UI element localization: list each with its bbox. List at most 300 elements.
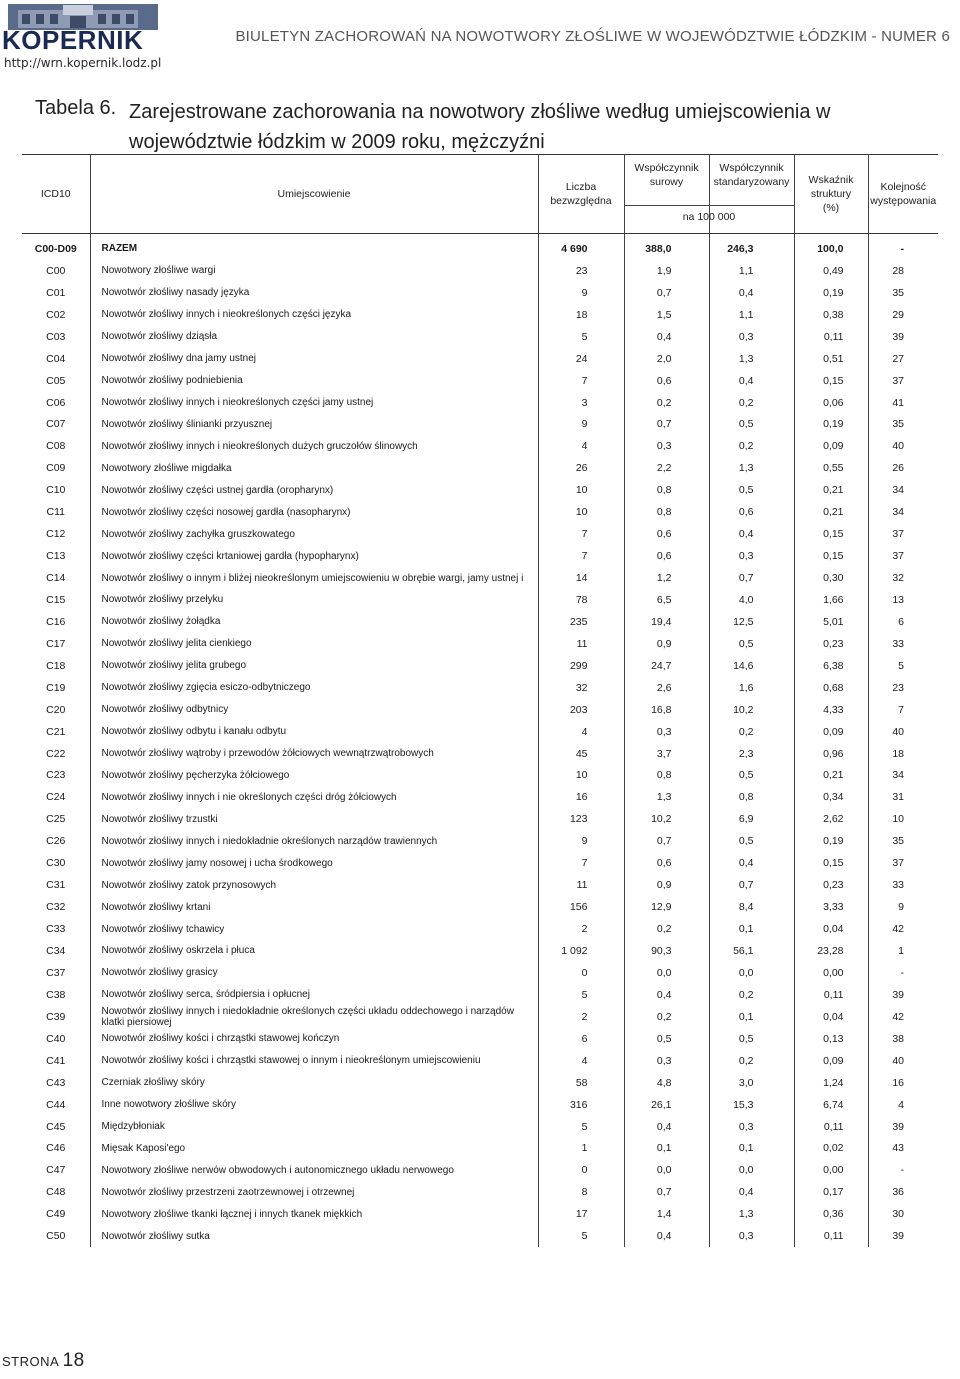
share-cell: 0,09	[794, 435, 868, 457]
rank-cell: 1	[868, 940, 938, 962]
rank-cell: 34	[868, 479, 938, 501]
std-rate-cell: 15,3	[709, 1094, 794, 1116]
table-row	[22, 567, 938, 589]
header-std-rate: Współczynnik standaryzowany	[709, 155, 794, 234]
rank-cell: 37	[868, 545, 938, 567]
rank-cell: 9	[868, 896, 938, 918]
site-name-cell: Nowotwór złośliwy innych i nieokreślonych części jamy ustnej	[90, 392, 538, 414]
site-name-cell: Nowotwory złośliwe nerwów obwodowych i autonomicznego układu nerwowego	[90, 1159, 538, 1181]
icd-code-cell: C15	[46, 593, 66, 606]
share-cell: 0,15	[794, 370, 868, 392]
crude-rate-cell: 16,8	[624, 699, 709, 721]
table-row	[22, 874, 938, 896]
site-name-cell: Nowotwór złośliwy nasady języka	[90, 282, 538, 304]
header-share: Wskaźnik struktury (%)	[794, 155, 868, 234]
table-row	[22, 1159, 938, 1181]
icd-code-cell: C00-D09	[34, 242, 77, 255]
share-cell: 0,09	[794, 721, 868, 743]
bulletin-title: BIULETYN ZACHOROWAŃ NA NOWOTWORY ZŁOŚLIWE W WOJEWÓDZTWIE ŁÓDZKIM - NUMER 6	[235, 28, 950, 45]
table-row	[22, 1094, 938, 1116]
rank-cell: 35	[868, 282, 938, 304]
std-rate-cell: 3,0	[709, 1072, 794, 1094]
crude-rate-cell: 0,7	[624, 414, 709, 436]
crude-rate-cell: 0,8	[624, 479, 709, 501]
icd-code-cell: C43	[46, 1076, 66, 1089]
rank-cell: 33	[868, 874, 938, 896]
crude-rate-cell: 0,2	[624, 1006, 709, 1028]
crude-rate-cell: 1,5	[624, 304, 709, 326]
table-row	[22, 282, 938, 304]
share-cell: 23,28	[794, 940, 868, 962]
icd-code-cell: C10	[46, 484, 66, 497]
rank-cell: 23	[868, 677, 938, 699]
crude-rate-cell: 24,7	[624, 655, 709, 677]
table-row	[22, 348, 938, 370]
count-cell: 4	[538, 1050, 624, 1072]
std-rate-cell: 0,5	[709, 479, 794, 501]
icd-code-cell: C23	[46, 769, 66, 782]
icd-code-cell: C41	[46, 1054, 66, 1067]
icd-code-cell: C49	[46, 1208, 66, 1221]
count-cell: 4	[538, 435, 624, 457]
std-rate-cell: 6,9	[709, 808, 794, 830]
rank-cell: 35	[868, 414, 938, 436]
table-row	[22, 1028, 938, 1050]
std-rate-cell: 0,0	[709, 962, 794, 984]
count-cell: 10	[538, 479, 624, 501]
crude-rate-cell: 19,4	[624, 611, 709, 633]
site-name-cell: Międzybłoniak	[90, 1116, 538, 1138]
std-rate-cell: 0,5	[709, 1028, 794, 1050]
crude-rate-cell: 0,5	[624, 1028, 709, 1050]
icd-code-cell: C33	[46, 923, 66, 936]
site-name-cell: Nowotwór złośliwy jelita grubego	[90, 655, 538, 677]
site-name-cell: Nowotwory złośliwe tkanki łącznej i innych tkanek miękkich	[90, 1203, 538, 1225]
count-cell: 5	[538, 984, 624, 1006]
icd-code-cell: C37	[46, 966, 66, 979]
crude-rate-cell: 0,7	[624, 1181, 709, 1203]
share-cell: 3,33	[794, 896, 868, 918]
header-per-100000: na 100 000	[682, 211, 736, 223]
crude-rate-cell: 0,4	[624, 326, 709, 348]
site-name-cell: Nowotwory złośliwe migdałka	[90, 457, 538, 479]
table-total-row	[22, 234, 938, 260]
table-row	[22, 611, 938, 633]
share-cell: 0,09	[794, 1050, 868, 1072]
share-cell: 0,96	[794, 743, 868, 765]
icd-code-cell: C13	[46, 550, 66, 563]
site-name-cell: Nowotwór złośliwy części nosowej gardła (nasopharynx)	[90, 501, 538, 523]
logo-url-link[interactable]: http://wrn.kopernik.lodz.pl	[4, 56, 162, 70]
share-cell: 0,55	[794, 457, 868, 479]
table-row	[22, 721, 938, 743]
count-cell: 11	[538, 633, 624, 655]
count-cell: 3	[538, 392, 624, 414]
crude-rate-cell: 1,9	[624, 260, 709, 282]
site-name-cell: Czerniak złośliwy skóry	[90, 1072, 538, 1094]
std-rate-cell: 0,2	[709, 721, 794, 743]
site-name-cell: RAZEM	[90, 234, 538, 260]
icd-code-cell: C21	[46, 725, 66, 738]
crude-rate-cell: 0,4	[624, 984, 709, 1006]
icd-code-cell: C17	[46, 637, 66, 650]
count-cell: 58	[538, 1072, 624, 1094]
share-cell: 0,11	[794, 1116, 868, 1138]
icd-code-cell: C26	[46, 835, 66, 848]
count-cell: 9	[538, 282, 624, 304]
icd-code-cell: C45	[46, 1120, 66, 1133]
std-rate-cell: 0,4	[709, 282, 794, 304]
icd-code-cell: C25	[46, 813, 66, 826]
std-rate-cell: 0,6	[709, 501, 794, 523]
site-name-cell: Nowotwór złośliwy odbytnicy	[90, 699, 538, 721]
icd-code-cell: C08	[46, 440, 66, 453]
share-cell: 0,23	[794, 874, 868, 896]
std-rate-cell: 0,5	[709, 633, 794, 655]
std-rate-cell: 0,8	[709, 786, 794, 808]
crude-rate-cell: 0,2	[624, 918, 709, 940]
count-cell: 0	[538, 962, 624, 984]
crude-rate-cell: 0,4	[624, 1116, 709, 1138]
icd-code-cell: C39	[46, 1010, 66, 1023]
icd-code-cell: C04	[46, 352, 66, 365]
icd-code-cell: C40	[46, 1032, 66, 1045]
share-cell: 6,74	[794, 1094, 868, 1116]
share-cell: 0,02	[794, 1138, 868, 1160]
std-rate-cell: 1,3	[709, 1203, 794, 1225]
icd-code-cell: C02	[46, 308, 66, 321]
rank-cell: 40	[868, 721, 938, 743]
share-cell: 0,15	[794, 523, 868, 545]
crude-rate-cell: 0,6	[624, 523, 709, 545]
crude-rate-cell: 0,3	[624, 721, 709, 743]
icd-code-cell: C11	[46, 506, 65, 519]
icd-code-cell: C01	[46, 286, 66, 299]
rank-cell: 40	[868, 435, 938, 457]
table-row	[22, 896, 938, 918]
incidence-table	[22, 154, 938, 1247]
kopernik-logo	[0, 0, 168, 72]
share-cell: 0,06	[794, 392, 868, 414]
icd-code-cell: C19	[46, 681, 66, 694]
rank-cell: 33	[868, 633, 938, 655]
count-cell: 156	[538, 896, 624, 918]
count-cell: 2	[538, 918, 624, 940]
rank-cell: 40	[868, 1050, 938, 1072]
share-cell: 0,17	[794, 1181, 868, 1203]
table-title: Zarejestrowane zachorowania na nowotwory złośliwe według umiejscowienia w województwie łódzkim w 2009 roku, mężczyźni	[129, 101, 831, 153]
site-name-cell: Inne nowotwory złośliwe skóry	[90, 1094, 538, 1116]
table-row	[22, 940, 938, 962]
share-cell: 0,15	[794, 545, 868, 567]
header-icd: ICD10	[22, 155, 90, 234]
crude-rate-cell: 0,8	[624, 501, 709, 523]
table-row	[22, 457, 938, 479]
site-name-cell: Nowotwór złośliwy odbytu i kanału odbytu	[90, 721, 538, 743]
table-number: Tabela 6.	[35, 97, 117, 119]
crude-rate-cell: 10,2	[624, 808, 709, 830]
crude-rate-cell: 26,1	[624, 1094, 709, 1116]
std-rate-cell: 0,5	[709, 830, 794, 852]
std-rate-cell: 0,2	[709, 392, 794, 414]
site-name-cell: Nowotwór złośliwy innych i niedokładnie określonych części układu oddechowego i narządów klatki piersiowej	[90, 1006, 538, 1028]
count-cell: 18	[538, 304, 624, 326]
table-row	[22, 633, 938, 655]
share-cell: 0,34	[794, 786, 868, 808]
icd-code-cell: C46	[46, 1142, 66, 1155]
crude-rate-cell: 2,0	[624, 348, 709, 370]
rank-cell: 18	[868, 743, 938, 765]
site-name-cell: Mięsak Kaposi'ego	[90, 1138, 538, 1160]
site-name-cell: Nowotwór złośliwy o innym i bliżej nieokreślonym umiejscowieniu w obrębie wargi, jamy ustnej i	[90, 567, 538, 589]
crude-rate-cell: 0,0	[624, 1159, 709, 1181]
rank-cell: 5	[868, 655, 938, 677]
std-rate-cell: 4,0	[709, 589, 794, 611]
table-row	[22, 523, 938, 545]
count-cell: 78	[538, 589, 624, 611]
site-name-cell: Nowotwór złośliwy części krtaniowej gardła (hypopharynx)	[90, 545, 538, 567]
site-name-cell: Nowotwór złośliwy części ustnej gardła (oropharynx)	[90, 479, 538, 501]
rank-cell: 39	[868, 1116, 938, 1138]
count-cell: 7	[538, 545, 624, 567]
rank-cell: 39	[868, 984, 938, 1006]
rank-cell: 36	[868, 1181, 938, 1203]
rank-cell: 6	[868, 611, 938, 633]
icd-code-cell: C16	[46, 615, 66, 628]
count-cell: 26	[538, 457, 624, 479]
share-cell: 4,33	[794, 699, 868, 721]
table-row	[22, 304, 938, 326]
std-rate-cell: 56,1	[709, 940, 794, 962]
share-cell: 0,21	[794, 479, 868, 501]
count-cell: 45	[538, 743, 624, 765]
std-rate-cell: 0,4	[709, 523, 794, 545]
icd-code-cell: C24	[46, 791, 66, 804]
crude-rate-cell: 2,2	[624, 457, 709, 479]
site-name-cell: Nowotwór złośliwy pęcherzyka żółciowego	[90, 765, 538, 787]
icd-code-cell: C06	[46, 396, 66, 409]
site-name-cell: Nowotwór złośliwy innych i nie określonych części dróg żółciowych	[90, 786, 538, 808]
site-name-cell: Nowotwór złośliwy zgięcia esiczo-odbytniczego	[90, 677, 538, 699]
count-cell: 316	[538, 1094, 624, 1116]
crude-rate-cell: 1,3	[624, 786, 709, 808]
rank-cell: 10	[868, 808, 938, 830]
rank-cell: 13	[868, 589, 938, 611]
crude-rate-cell: 0,9	[624, 633, 709, 655]
crude-rate-cell: 0,1	[624, 1138, 709, 1160]
table-row	[22, 589, 938, 611]
logo-wordmark: KOPERNIK	[2, 25, 144, 55]
site-name-cell: Nowotwór złośliwy kości i chrząstki stawowej kończyn	[90, 1028, 538, 1050]
std-rate-cell: 8,4	[709, 896, 794, 918]
share-cell: 0,19	[794, 282, 868, 304]
count-cell: 16	[538, 786, 624, 808]
crude-rate-cell: 0,6	[624, 370, 709, 392]
std-rate-cell: 0,2	[709, 984, 794, 1006]
site-name-cell: Nowotwór złośliwy przełyku	[90, 589, 538, 611]
count-cell: 10	[538, 501, 624, 523]
share-cell: 0,21	[794, 501, 868, 523]
site-name-cell: Nowotwór złośliwy ślinianki przyusznej	[90, 414, 538, 436]
page-footer	[2, 1350, 85, 1372]
rank-cell: 30	[868, 1203, 938, 1225]
site-name-cell: Nowotwór złośliwy jelita cienkiego	[90, 633, 538, 655]
icd-code-cell: C12	[46, 528, 66, 541]
table-row	[22, 808, 938, 830]
std-rate-cell: 0,5	[709, 414, 794, 436]
count-cell: 203	[538, 699, 624, 721]
site-name-cell: Nowotwór złośliwy innych i nieokreślonych części języka	[90, 304, 538, 326]
count-cell: 4 690	[538, 234, 624, 260]
rank-cell: 43	[868, 1138, 938, 1160]
table-row	[22, 545, 938, 567]
std-rate-cell: 0,3	[709, 326, 794, 348]
rank-cell: 34	[868, 765, 938, 787]
table-row	[22, 852, 938, 874]
crude-rate-cell: 90,3	[624, 940, 709, 962]
table-row	[22, 1181, 938, 1203]
std-rate-cell: 246,3	[709, 234, 794, 260]
rank-cell: 38	[868, 1028, 938, 1050]
table-row	[22, 765, 938, 787]
site-name-cell: Nowotwór złośliwy grasicy	[90, 962, 538, 984]
count-cell: 9	[538, 414, 624, 436]
rank-cell: 28	[868, 260, 938, 282]
table-row	[22, 260, 938, 282]
site-name-cell: Nowotwór złośliwy trzustki	[90, 808, 538, 830]
table-row	[22, 501, 938, 523]
icd-code-cell: C44	[46, 1098, 66, 1111]
site-name-cell: Nowotwór złośliwy jamy nosowej i ucha środkowego	[90, 852, 538, 874]
std-rate-cell: 0,4	[709, 1181, 794, 1203]
rank-cell: 32	[868, 567, 938, 589]
rank-cell: 16	[868, 1072, 938, 1094]
rank-cell: 37	[868, 370, 938, 392]
icd-code-cell: C07	[46, 418, 66, 431]
icd-code-cell: C00	[46, 264, 66, 277]
table-row	[22, 984, 938, 1006]
table-row	[22, 743, 938, 765]
rank-cell: -	[868, 234, 938, 260]
header-rank: Kolejność występowania	[868, 155, 938, 234]
std-rate-cell: 1,3	[709, 348, 794, 370]
site-name-cell: Nowotwór złośliwy dna jamy ustnej	[90, 348, 538, 370]
rank-cell: 37	[868, 852, 938, 874]
share-cell: 100,0	[794, 234, 868, 260]
rank-cell: 42	[868, 1006, 938, 1028]
table-row	[22, 962, 938, 984]
table-row	[22, 699, 938, 721]
rank-cell: 31	[868, 786, 938, 808]
count-cell: 235	[538, 611, 624, 633]
crude-rate-cell: 12,9	[624, 896, 709, 918]
std-rate-cell: 0,1	[709, 1138, 794, 1160]
crude-rate-cell: 0,3	[624, 1050, 709, 1072]
count-cell: 24	[538, 348, 624, 370]
site-name-cell: Nowotwór złośliwy serca, śródpiersia i opłucnej	[90, 984, 538, 1006]
rank-cell: 26	[868, 457, 938, 479]
share-cell: 5,01	[794, 611, 868, 633]
count-cell: 6	[538, 1028, 624, 1050]
std-rate-cell: 0,0	[709, 1159, 794, 1181]
std-rate-cell: 1,3	[709, 457, 794, 479]
count-cell: 123	[538, 808, 624, 830]
std-rate-cell: 0,1	[709, 1006, 794, 1028]
std-rate-cell: 10,2	[709, 699, 794, 721]
count-cell: 14	[538, 567, 624, 589]
crude-rate-cell: 0,7	[624, 282, 709, 304]
rank-cell: 41	[868, 392, 938, 414]
table-row	[22, 1006, 938, 1028]
rank-cell: 42	[868, 918, 938, 940]
share-cell: 0,04	[794, 918, 868, 940]
share-cell: 6,38	[794, 655, 868, 677]
footer-label: STRONA	[2, 1354, 59, 1369]
share-cell: 0,51	[794, 348, 868, 370]
icd-code-cell: C31	[46, 879, 66, 892]
icd-code-cell: C05	[46, 374, 66, 387]
count-cell: 17	[538, 1203, 624, 1225]
table-row	[22, 655, 938, 677]
crude-rate-cell: 1,4	[624, 1203, 709, 1225]
icd-code-cell: C47	[46, 1164, 66, 1177]
site-name-cell: Nowotwór złośliwy innych i niedokładnie określonych narządów trawiennych	[90, 830, 538, 852]
table-row	[22, 479, 938, 501]
site-name-cell: Nowotwór złośliwy sutka	[90, 1225, 538, 1247]
rank-cell: -	[868, 962, 938, 984]
table-row	[22, 1072, 938, 1094]
count-cell: 32	[538, 677, 624, 699]
site-name-cell: Nowotwór złośliwy innych i nieokreślonych dużych gruczołów ślinowych	[90, 435, 538, 457]
std-rate-cell: 1,1	[709, 304, 794, 326]
header-site: Umiejscowienie	[90, 155, 538, 234]
icd-code-cell: C38	[46, 988, 66, 1001]
share-cell: 0,11	[794, 1225, 868, 1247]
std-rate-cell: 12,5	[709, 611, 794, 633]
crude-rate-cell: 0,6	[624, 852, 709, 874]
share-cell: 0,21	[794, 765, 868, 787]
icd-code-cell: C30	[46, 857, 66, 870]
share-cell: 0,38	[794, 304, 868, 326]
icd-code-cell: C48	[46, 1186, 66, 1199]
icd-code-cell: C22	[46, 747, 66, 760]
count-cell: 0	[538, 1159, 624, 1181]
count-cell: 2	[538, 1006, 624, 1028]
std-rate-cell: 0,3	[709, 1116, 794, 1138]
std-rate-cell: 0,2	[709, 435, 794, 457]
share-cell: 1,24	[794, 1072, 868, 1094]
crude-rate-cell: 0,3	[624, 435, 709, 457]
std-rate-cell: 1,1	[709, 260, 794, 282]
count-cell: 7	[538, 370, 624, 392]
page-number: 18	[62, 1350, 85, 1371]
std-rate-cell: 0,3	[709, 1225, 794, 1247]
share-cell: 0,04	[794, 1006, 868, 1028]
std-rate-cell: 0,2	[709, 1050, 794, 1072]
table-row	[22, 1203, 938, 1225]
crude-rate-cell: 0,9	[624, 874, 709, 896]
table-row	[22, 414, 938, 436]
share-cell: 0,19	[794, 830, 868, 852]
share-cell: 0,00	[794, 1159, 868, 1181]
table-header-row	[22, 155, 938, 234]
crude-rate-cell: 0,4	[624, 1225, 709, 1247]
rank-cell: 29	[868, 304, 938, 326]
count-cell: 1 092	[538, 940, 624, 962]
std-rate-cell: 2,3	[709, 743, 794, 765]
crude-rate-cell: 4,8	[624, 1072, 709, 1094]
share-cell: 0,15	[794, 852, 868, 874]
